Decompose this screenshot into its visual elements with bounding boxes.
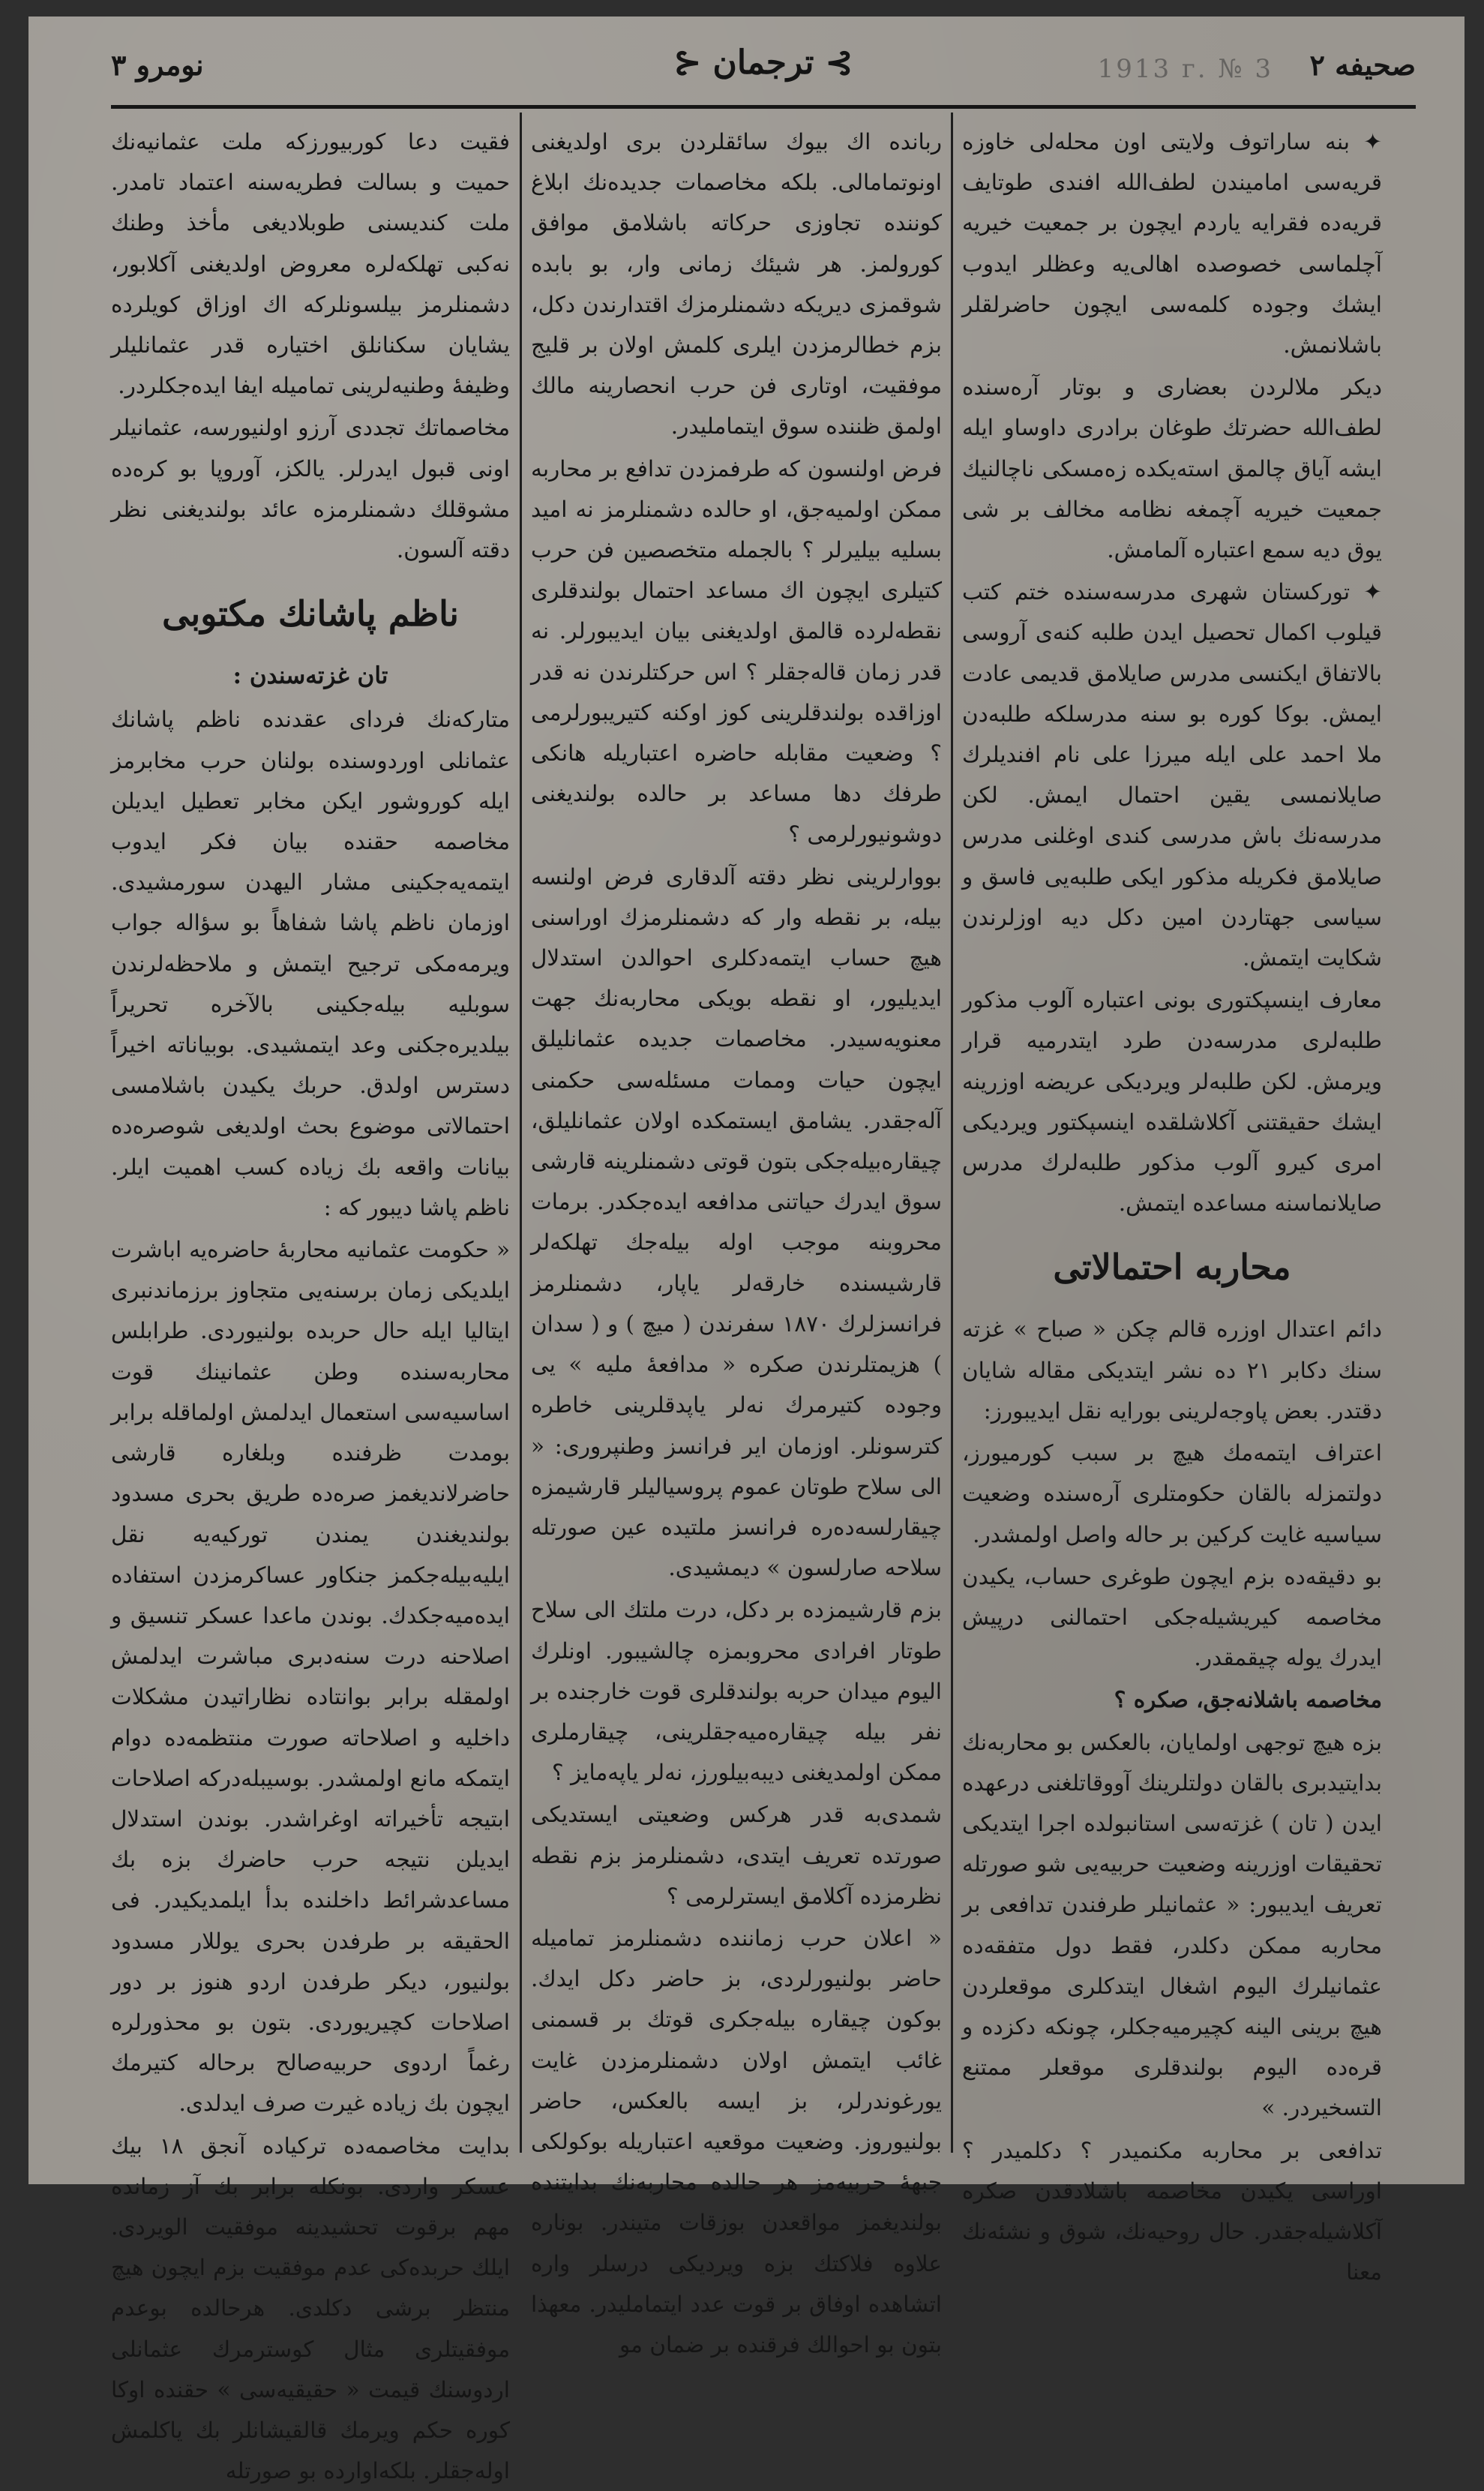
- article-paragraph: بزه هیچ توجهی اولمایان، بالعکس بو محاربه‌نك بدایتیدبری بالقان دولتلرینك آووقاتلغنی درعهده ایدن ( تان ) غزته‌سی استانبولده اجرا ایتدیکی تحقیقات اوزرینه وضعیت حربیه‌یی شو صورتله تعریف ایدیبور: « عثمانیلر طرفندن تدافعی بر محاربه ممکن دکلدر، فقط دول متفقه‌ده عثمانیلرك الیوم اشغال ایتدکلری موقعلردن هیچ برینی الینه کچیرمیه‌جکلر، چونکه دکزده و قره‌ده الیوم بولندقلری موقعلر ممتنع التسخیردر. »: [962, 1729, 1382, 2121]
- page-number-label: صحیفه ۲: [1309, 48, 1416, 82]
- article-paragraph: بزم قارشیمزده بر دکل، درت ملتك الی سلاح طوتار افرادی محروبمزه چالشیبور. اونلرك الیوم میدان حربه بولندقلری قوت خارجنده بر نفر بیله چیقاره‌میه‌جقلرینی، چیقارملری ممکن اولمدیغنی دیبه‌بیلورز، نه‌لر یاپه‌مایز ؟: [531, 1597, 942, 1786]
- article-paragraph: دائم اعتدال اوزره قالم چکن « صباح » غزته سنك دکابر ۲۱ ده نشر ایتدیکی مقاله شایان دقتدر. بعض پاوجه‌لرینی بورایه نقل ایدیبورز:: [962, 1316, 1382, 1424]
- article-paragraph: بو دقیقه‌ده بزم ایچون طوغری حساب، یکیدن مخاصمه کیریشیله‌جکی احتمالنی درپیش ایدرك یوله چیقمقدر.: [962, 1563, 1382, 1671]
- article-paragraph: اعتراف ایتمه‌مك هیچ بر سبب کورمیورز، دولتمزله بالقان حکومتلری آره‌سنده وضعیت سیاسیه غایت کرکین بر حاله واصل اولمشدر.: [962, 1440, 1382, 1547]
- article-paragraph: « اعلان حرب زماننده دشمنلرمز تماميله حاضر بولنیورلردی، بز حاضر دکل ایدك. بوکون چیقاره بیله‌جکری قوتك بر قسمنی غائب ایتمش اولان دشمنلرمزدن غایت یورغوندرلر، بز ایسه بالعکس، حاضر بولنیوروز. وضعیت موقعیه اعتباریله بوکولکی جبههٔ حربیه‌مز هر حالده محاربه‌نك بدایتنده بولندیغمز مواقعدن بوزقات متیندر. بوناره علاوه فلاکتك بزه ویردیکی درسلر واره اتشاهده اوفاق بر قوت عدد ایتمامليدر. معهذا بتون بو احوالك فرقنده بر ضمان مو: [531, 1925, 942, 2357]
- article-heading: ناظم پاشانك مكتوبی: [162, 593, 459, 635]
- article-paragraph: فقیت دعا کوربیورزکه ملت عثمانیه‌نك حمیت و بسالت فطریه‌سنه اعتماد تامدر. ملت کندیسنی طوبلادیغی مأخذ وطنك نه‌کبی تهلکه‌لره معروض اولدیغنی آکلابور، دشمنلرمز بیلسونلرکه اك اوزاق کویلرده یشایان سکنانلق اختیاره قدر عثمانلیلر وظیفهٔ وطنیه‌لرینی تماميله ایفا ایده‌جکلردر.: [111, 129, 510, 399]
- article-paragraph: تدافعی بر محاربه مکنمیدر ؟ دکلمیدر ؟ اوراسی یکیدن مخاصمه باشلادقدن صکره آکلاشیله‌جقدر. حال روحیه‌نك، شوق و نشئه‌نك معنا: [962, 2137, 1382, 2285]
- faded-date-line: 1913 г. № 3: [1097, 54, 1273, 84]
- article-paragraph: « حکومت عثمانیه محاربهٔ حاضره‌یه اباشرت ایلدیکی زمان برسنه‌یی متجاوز برزماندنبری ایتالیا ایله حال حربده بولنیوردی. طرابلس محاربه‌سنده وطن عثمانینك قوت اساسیه‌سی استعمال ایدلمش اولماقله برابر بومدت ظرفنده وبلغاره قارشی حاضرلاندیغمز صره‌ده طریق بحری مسدود بولندیغندن یمندن تورکیه‌یه نقل ایلیه‌بیله‌جکمز جنکاور عساکرمزدن استفاده ایده‌میه‌جکدك. بوندن ماعدا عسکر تنسیق و اصلاحنه درت سنه‌دبری مباشرت ایدلمش اولمقله برابر بوانتاده نظاراتیدن مشکلات داخلیه و اصلاحاته صورت منتظمه‌ده دوام ایتمکه مانع اولمشدر. بوسیبله‌درکه اصلاحات ابتیجه تأخیراته اوغراشدر. بوندن استدلال ایدیلن نتیجه حرب حاضرك بزه بك مساعدشرائط داخلنده بدأ ایلمدیکیدر. فی الحقیقه بر طرفدن بحری یوللار مسدود بولنیور، دیکر طرفدن اردو هنوز بر دور اصلاحات کچیریوردی. بتون بو محذورلره رغماً اردوی حربیه‌صالح برحاله کتیرمك ایچون بك زیاده غیرت صرف ایدلدی.: [111, 1237, 510, 2117]
- article-paragraph: معارف اینسپکتوری بونی اعتباره آلوب مذکور طلبه‌لری مدرسه‌دن طرد ایتدرمیه قرار ویرمش. لکن طلبه‌لر ویردیکی عریضه اوزرینه ایشك حقیقتنی آکلاشلقده اینسپکتور ویردیکی امری کیرو آلوب مذکور طلبه‌لرك مدرس صایلانماسنه مساعده ایتمش.: [962, 987, 1382, 1217]
- article-paragraph: ربانده اك بیوك سائقلردن بری اولدیغنی اونوتمامالی. بلکه مخاصمات جدیده‌نك ابلاغ کوننده تجاوزی حرکاته باشلامق موافق کورولمز. هر شیئك زمانی وار، بو بابده شوقمزی دیریکه دشمنلرمزك اقتدارندن دکل، بزم خطالرمزدن ایلری کلمش اولان بر قلیج موفقیت، اوتاری فن حرب انحصارینه مالك اولمق ظننده سوق ایتمامليدر.: [531, 129, 942, 440]
- article-paragraph: ✦ تورکستان شهری مدرسه‌سنده ختم کتب قیلوب اکمال تحصیل ایدن طلبه کنه‌ی آروسی بالاتفاق ایکنسی مدرس صایلامق قدیمی عادت ایمش. بوکا کوره بو سنه مدرسلکه طلبه‌دن ملا احمد علی ایله میرزا علی نام افندیلرك صایلانمسی یقین احتمال ایمش. لکن مدرسه‌نك باش مدرسی کندی اوغلنی مدرس صایلامق فکریله مذکور ایکی طلبه‌یی فاسق و سیاسی جهتاردن امین دکل دیه اوزلرندن شکایت ایتمش.: [962, 579, 1382, 971]
- page-header: [111, 38, 1416, 105]
- column-left: [111, 122, 510, 2484]
- article-paragraph: فرض اولنسون که طرفمزدن تدافع بر محاربه ممکن اولمیه‌جق، او حالده دشمنلرمز نه امید بسلیه بیلیرلر ؟ بالجمله متخصصین فن حرب کتیلری ایچون اك مساعد احتمال بولندقلری نقطه‌لرده قالمق اولدیغنی بیان ایدیبورلر. نه قدر زمان قاله‌جقلر ؟ اس حرکتلرندن نه قدر اوزاقده بولندقلرینی کوز اوکنه کتیریبورلرمی ؟ وضعیت مقابله حاضره اعتباریله هانکی طرفك دها مساعد بر حالده بولندیغنی دوشونیورلرمی ؟: [531, 455, 942, 848]
- article-paragraph: بووارلرینی نظر دقته آلدقاری فرض اولنسه بیله، بر نقطه وار که دشمنلرمزك اوراسنی هیچ حساب ایتمه‌دکلری احوالدن استدلال ایدیلیور، او نقطه بویکی محاربه‌نك جهت معنویه‌سیدر. مخاصمات جدیده عثمانلیلق ایچون حیات وممات مسئله‌سی حکمنی آله‌جقدر. یشامق ایستمکده اولان عثمانلیلق، چیقاره‌بیله‌جکی بتون قوتی دشمنلرینه قارشی سوق ایدرك حیاتنی مدافعه ایده‌جکدر. برمات محروبنه موجب اوله بیله‌جك تهلکه‌لر قارشیسنده خارقه‌لر یاپار، دشمنلرمز فرانسزلرك ۱۸۷۰ سفرندن ( میچ ) و ( سدان ) هزیمتلرندن صکره « مدافعهٔ ملیه » یی وجوده کتیرمرك نه‌لر یاپدقلرینی خاطره کترسونلر. اوزمان ایر فرانسز وطنپروری: « الی سلاح طوتان عموم پروسیالیلر قارشیمزه چیقارلسه‌ده‌ره فرانسز ملتیده عین صورتله سلاحه صارلسون » دیمشیدی.: [531, 863, 942, 1581]
- article-paragraph: بدایت مخاصمه‌ده ترکیاده آنجق ۱۸ بیك عسکر واردی. بونکله برابر بك آز زمانده مهم برقوت تحشیدینه موفقیت الویردی. ایلك حربده‌کی عدم موفقیت بزم ایچون هیچ منتظر برشی دکلدی. هرحالده بوعدم موفقیتلری مثال کوسترمرك عثمانلی اردوسنك قیمت « حقیقیه‌سی » حقنده اوکا کوره حکم ویرمك قالقیشانلر بك یاکلمش اوله‌جقلر. بلکه‌اوارده بو صورتله: [111, 2132, 510, 2484]
- article-paragraph: متارکه‌نك فردای عقدنده ناظم پاشانك عثمانلی اوردوسنده بولنان حرب مخابرمز ایله کوروشور ایکن مخابر تعطیل ایدیلن مخاصمه حقنده بیان فکر ایدوب ایتمه‌یه‌جکینی مشار الیهدن سورمشیدی. اوزمان ناظم پاشا شفاهاً بو سؤاله جواب ویرمه‌مکی ترجیح ایتمش و ملاحظه‌لرندن سوبلیه بیله‌جکینی بالآخره تحریراً بیلدیره‌جکنی وعد ایتمشیدی. بوبیاناته اخیراً دسترس اولدق. حربك یکیدن باشلامسی احتمالاتی موضوع بحث اولدیغی شوصره‌ده بیانات واقعه بك زیاده کسب اهمیت ایلر. ناظم پاشا دیبور که :: [111, 707, 510, 1220]
- masthead-title: ⊱ ترجمان ⊰: [673, 44, 853, 82]
- column-divider-left: [520, 113, 522, 2153]
- article-subheading: تان غزته‌سندن :: [232, 662, 388, 690]
- article-paragraph: دیکر ملالردن بعضاری و بوتار آره‌سنده لطف‌الله حضرتك طوغان برادری داوساو ایله ایشه آیاق چالمق استه‌یکده زه‌مسکی ناچالنیك جمعیت خیریه آچمغه نظامه مخالف بر شی یوق دیه سمع اعتباره آلمامش.: [962, 374, 1382, 563]
- ornament-left-icon: ⊰: [673, 44, 702, 82]
- article-heading: محاربه احتمالاتی: [1053, 1247, 1291, 1288]
- article-paragraph: شمدی‌به قدر هرکس وضعیتی ایستدیکی صورتده تعریف ایتدی، دشمنلرمز بزم نقطه نظرمزده آکلامق ایسترلرمی ؟: [531, 1802, 942, 1909]
- issue-number-label: نومرو ۳: [111, 48, 204, 82]
- ornament-right-icon: ⊱: [825, 44, 853, 82]
- column-right: [962, 122, 1382, 2285]
- column-divider-right: [951, 113, 953, 2153]
- newspaper-page: [28, 17, 1465, 2484]
- article-paragraph: مخاصماتك تجددی آرزو اولنیورسه، عثمانیلر اونی قبول ایدرلر. یالکز، آوروپا بو کره‌ده مشوقلك دشمنلرمزه عائد بولندیغنی نظر دقته آلسون.: [111, 415, 510, 563]
- article-paragraph: ✦ بنه ساراتوف ولایتی اون محله‌لی خاوزه قریه‌سی امامیندن لطف‌الله افندی طوتایف قریه‌ده فقرایه یاردم ایچون بر جمعیت خیریه آچلماسی خصوصده اهالی‌یه وعظلر ایدوب ایشك وجوده کلمه‌سی ایچون حاضرلقلر باشلانمش.: [962, 129, 1382, 359]
- header-rule: [111, 105, 1416, 109]
- column-middle: [531, 122, 942, 2357]
- section-subtitle: مخاصمه باشلانه‌جق، صکره ؟: [1114, 1686, 1382, 1713]
